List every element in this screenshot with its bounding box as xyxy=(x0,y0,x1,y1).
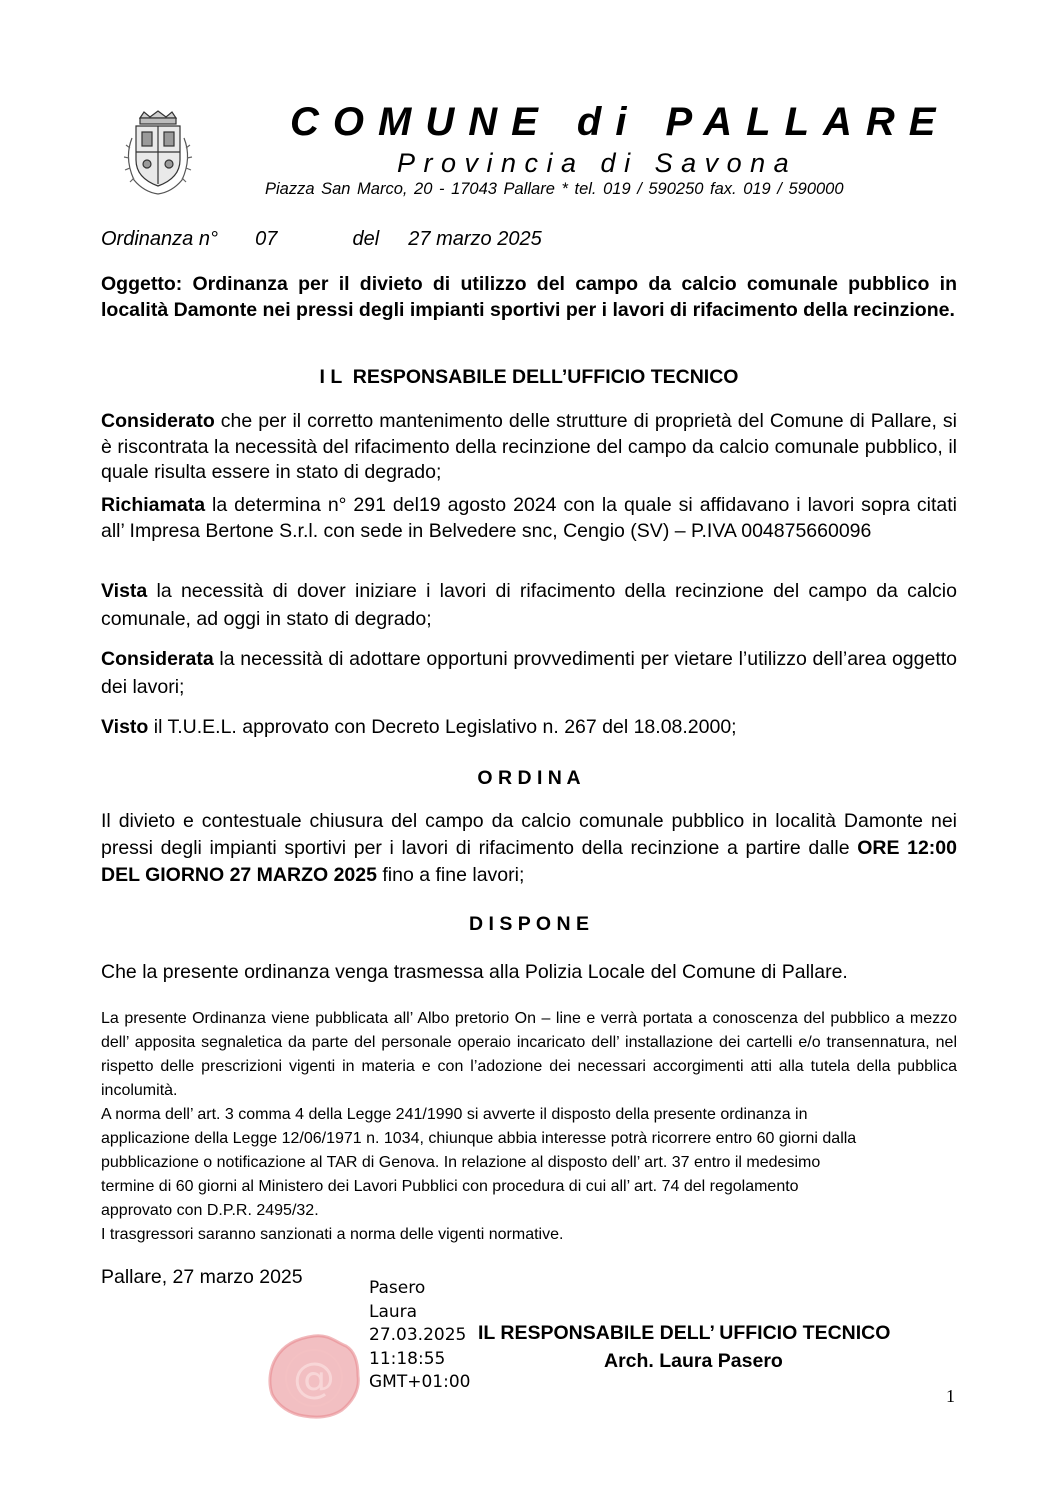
signature-line: 11:18:55 xyxy=(369,1348,446,1369)
premise-lead: Considerata xyxy=(101,648,214,670)
publication-note: La presente Ordinanza viene pubblicata all’ Albo pretorio On – line e verrà portata a conoscenza del pubblico a mezzo dell’ apposita segnaletica da parte del personale operaio incaricato dell’ installazione dei cartelli e/o transennatura, nel rispetto delle prescrizioni vigenti in materia e con l’adozione dei necessari accorgimenti atti alla tutela della pubblica incolumità. xyxy=(101,1010,957,1099)
appeal-line: termine di 60 giorni al Ministero dei Lavori Pubblici con procedura di cui all’ art. 74 del regolamento xyxy=(101,1178,799,1195)
appeal-note xyxy=(101,1103,957,1247)
ordina-deadline: ORE 12:00 DEL GIORNO 27 MARZO 2025 xyxy=(101,837,957,886)
premise-richiamata xyxy=(101,493,957,544)
signature-line: GMT+01:00 xyxy=(369,1372,471,1392)
premise-text: la necessità di dover iniziare i lavori di rifacimento della recinzione del campo da calcio comunale, ad oggi in stato di degrado; xyxy=(101,580,957,630)
municipality-title: COMUNE di PALLARE xyxy=(290,100,950,144)
subject-paragraph: Oggetto: Ordinanza per il divieto di utilizzo del campo da calcio comunale pubblico in località Damonte nei pressi degli impianti sportivi per i lavori di rifacimento della recinzione. xyxy=(101,273,957,321)
ordinance-date: 27 marzo 2025 xyxy=(408,228,542,250)
premise-considerato xyxy=(101,409,957,486)
premise-text: che per il corretto mantenimento delle strutture di proprietà del Comune di Pallare, si è riscontrata la necessità del rifacimento della recinzione del campo da calcio comunale pubblico, il quale risulta essere in stato di degrado; xyxy=(101,410,957,483)
appeal-line: approvato con D.P.R. 2495/32. xyxy=(101,1202,319,1219)
premise-considerata xyxy=(101,645,957,701)
sanctions-note: I trasgressori saranno sanzionati a norma delle vigenti normative. xyxy=(101,1226,564,1243)
premise-text: la necessità di adottare opportuni provvedimenti per vietare l’utilizzo dell’area oggetto dei lavori; xyxy=(101,648,957,698)
ordinance-label: Ordinanza n° xyxy=(101,228,218,250)
signature-line: Pasero xyxy=(369,1278,426,1298)
ordinance-line xyxy=(101,228,542,251)
dispone-paragraph: Che la presente ordinanza venga trasmessa alla Polizia Locale del Comune di Pallare. xyxy=(101,961,848,983)
ordina-heading: O R D I N A xyxy=(477,767,581,789)
page-number: 1 xyxy=(946,1386,955,1406)
digital-signature-block xyxy=(369,1277,470,1395)
digital-signature-seal-icon xyxy=(266,1332,362,1420)
coat-of-arms-icon xyxy=(122,108,194,198)
ordina-paragraph xyxy=(101,808,957,889)
premise-lead: Considerato xyxy=(101,410,215,432)
authority-heading: I L RESPONSABILE DELL’UFFICIO TECNICO xyxy=(319,366,739,388)
premise-lead: Visto xyxy=(101,716,149,738)
premise-lead: Vista xyxy=(101,580,148,602)
ordinance-del-label: del xyxy=(352,228,380,250)
province-subtitle: Provincia di Savona xyxy=(397,148,798,178)
premise-text: la determina n° 291 del19 agosto 2024 con la quale si affidavano i lavori sopra citati all’ Impresa Bertone S.r.l. con sede in Belvedere snc, Cengio (SV) – P.IVA 004875660096 xyxy=(101,494,957,542)
dispone-heading: D I S P O N E xyxy=(469,913,589,935)
seal-glyph: @ xyxy=(293,1353,335,1402)
ordina-text: Il divieto e contestuale chiusura del campo da calcio comunale pubblico in località Damonte nei pressi degli impianti sportivi per i lavori di rifacimento della recinzione a partire dalle xyxy=(101,810,957,859)
premise-text: il T.U.E.L. approvato con Decreto Legislativo n. 267 del 18.08.2000; xyxy=(148,716,737,738)
municipality-address: Piazza San Marco, 20 - 17043 Pallare * tel. 019 / 590250 fax. 019 / 590000 xyxy=(265,180,844,198)
appeal-line: A norma dell’ art. 3 comma 4 della Legge 241/1990 si avverte il disposto della presente ordinanza in xyxy=(101,1106,808,1123)
ordinance-number: 07 xyxy=(255,228,278,250)
ordina-text-end: fino a fine lavori; xyxy=(376,864,525,886)
signature-line: 27.03.2025 xyxy=(369,1325,467,1345)
premise-lead: Richiamata xyxy=(101,494,206,516)
appeal-line: applicazione della Legge 12/06/1971 n. 1034, chiunque abbia interesse potrà ricorrere entro 60 giorni dalla xyxy=(101,1130,857,1147)
appeal-line: pubblicazione o notificazione al TAR di Genova. In relazione al disposto dell’ art. 37 entro il medesimo xyxy=(101,1154,821,1171)
place-and-date: Pallare, 27 marzo 2025 xyxy=(101,1266,303,1288)
signature-line: Laura xyxy=(369,1301,418,1322)
premise-visto xyxy=(101,715,957,741)
premise-vista xyxy=(101,577,957,633)
signatory-role: IL RESPONSABILE DELL’ UFFICIO TECNICO xyxy=(478,1322,891,1344)
signatory-name: Arch. Laura Pasero xyxy=(604,1350,783,1372)
